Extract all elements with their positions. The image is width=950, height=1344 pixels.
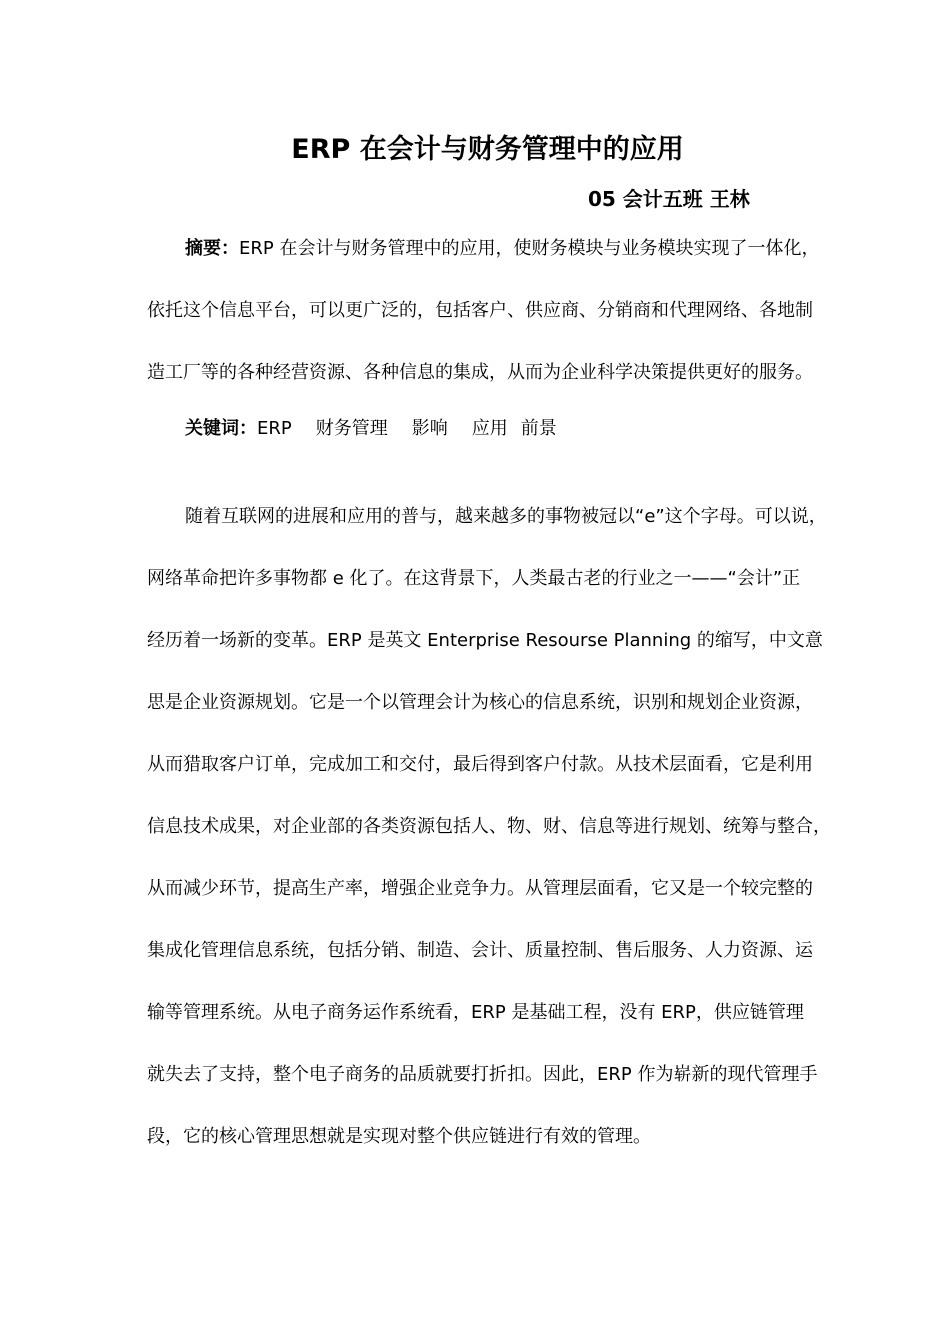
abstract-line (185, 235, 819, 263)
abstract-label: 摘要： (185, 238, 239, 259)
abstract-line: 造工厂等的各种经营资源、各种信息的集成，从而为企业科学决策提供更好的服务。 (147, 362, 813, 383)
abstract-line: 依托这个信息平台，可以更广泛的，包括客户、供应商、分销商和代理网络、各地制 (147, 300, 813, 321)
body-line: 思是企业资源规划。它是一个以管理会计为核心的信息系统，识别和规划企业资源， (147, 692, 813, 713)
keywords-line (185, 415, 557, 443)
body-line: 段，它的核心管理思想就是实现对整个供应链进行有效的管理。 (147, 1126, 651, 1147)
body-line: 信息技术成果，对企业部的各类资源包括人、物、财、信息等进行规划、统筹与整合， (147, 816, 831, 837)
abstract-text: ERP 在会计与财务管理中的应用，使财务模块与业务模块实现了一体化， (239, 238, 820, 259)
body-line: 集成化管理信息系统，包括分销、制造、会计、质量控制、售后服务、人力资源、运 (147, 940, 813, 961)
author-line: 05 会计五班 王林 (588, 187, 750, 211)
body-line: 从而减少环节，提高生产率，增强企业竞争力。从管理层面看，它又是一个较完整的 (147, 878, 813, 899)
keyword: 财务管理 (315, 418, 388, 439)
keyword: 应用 (471, 418, 508, 439)
body-line: 输等管理系统。从电子商务运作系统看，ERP 是基础工程，没有 ERP，供应链管理 (147, 1002, 804, 1023)
body-line: 随着互联网的进展和应用的普与，越来越多的事物被冠以“e”这个字母。可以说， (185, 506, 827, 527)
keyword: ERP (257, 418, 292, 439)
keyword: 前景 (520, 418, 557, 439)
body-line: 就失去了支持，整个电子商务的品质就要打折扣。因此，ERP 作为崭新的现代管理手 (147, 1064, 818, 1085)
body-line: 经历着一场新的变革。ERP 是英文 Enterprise Resourse Planning 的缩写，中文意 (147, 630, 823, 651)
body-line: 网络革命把许多事物都 e 化了。在这背景下，人类最古老的行业之一——“会计”正 (147, 568, 801, 589)
keyword: 影响 (411, 418, 448, 439)
keywords-label: 关键词： (185, 418, 257, 439)
document-title: ERP 在会计与财务管理中的应用 (291, 134, 684, 165)
body-line: 从而猎取客户订单，完成加工和交付，最后得到客户付款。从技术层面看，它是利用 (147, 754, 813, 775)
